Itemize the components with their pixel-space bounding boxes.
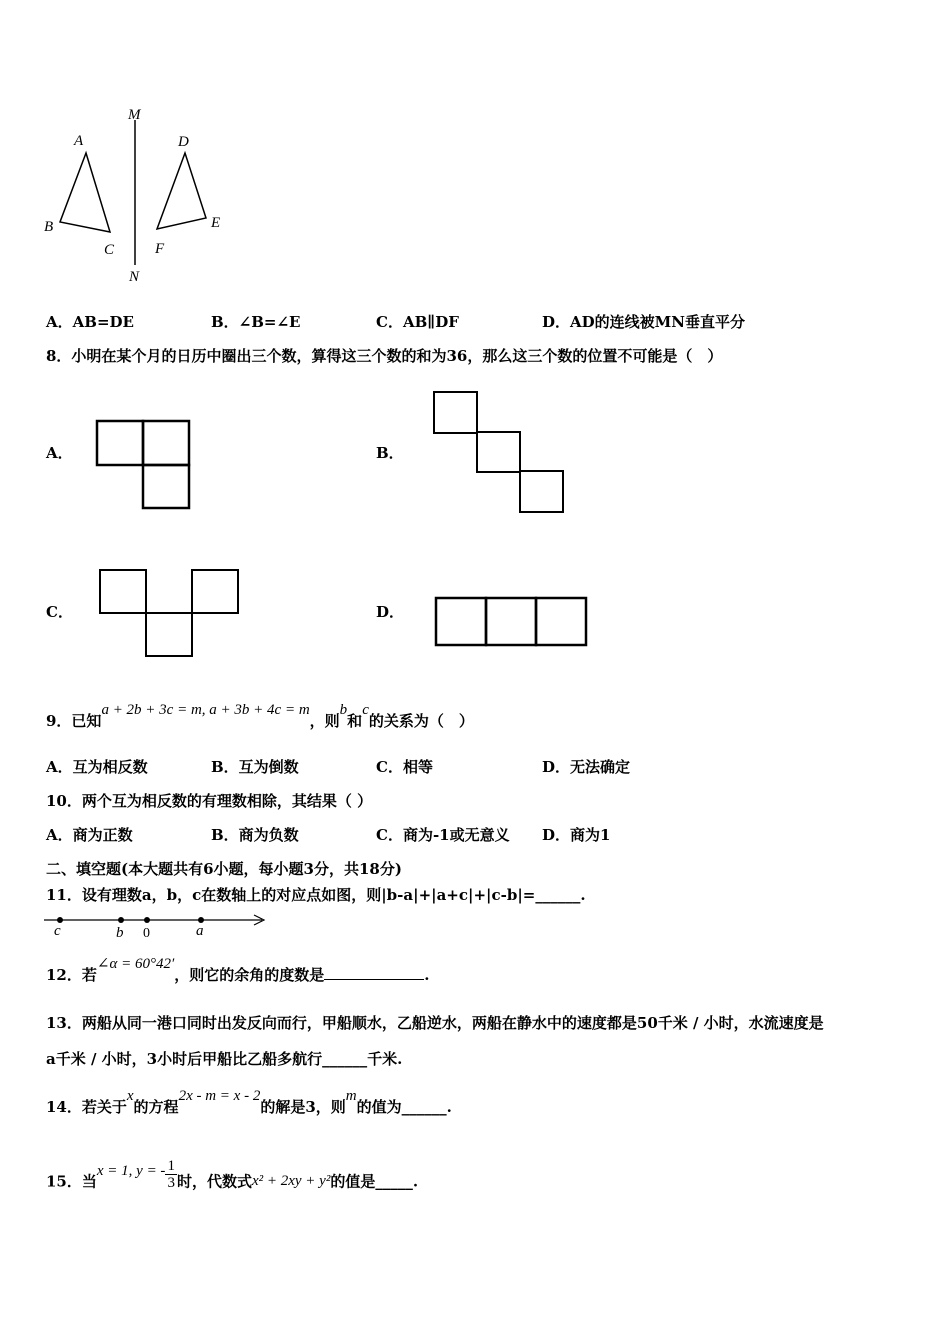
axis-label-c: c: [54, 923, 61, 939]
label-a: A: [74, 133, 84, 149]
q9-option-c: C．相等: [376, 758, 433, 776]
q12-answer-blank[interactable]: [324, 965, 424, 980]
q10-stem: 10．两个互为相反数的有理数相除，其结果（ ）: [46, 792, 373, 810]
q12-end: .: [424, 966, 430, 984]
q8-label-a: A．: [46, 444, 73, 462]
q9-prefix: 9．已知: [46, 712, 102, 730]
q13-line2: a千米 / 小时，3小时后甲船比乙船多航行______千米.: [46, 1050, 403, 1068]
label-d: D: [178, 134, 189, 150]
q8-figure-b: [433, 391, 567, 515]
q13-line1: 13．两船从同一港口同时出发反向而行，甲船顺水，乙船逆水，两船在静水中的速度都是50千米 / 小时，水流速度是: [46, 1014, 824, 1032]
q14-formula: 2x - m = x - 2: [178, 1088, 261, 1104]
axis-label-zero: 0: [143, 926, 150, 941]
q15-formula-head: x = 1, y = -: [96, 1162, 166, 1179]
label-n: N: [129, 269, 140, 285]
q15-expr: x² + 2xy + y²: [251, 1172, 331, 1189]
q8-label-c: C．: [46, 603, 73, 621]
q12-formula: ∠α = 60°42′: [96, 956, 175, 972]
q8-label-b: B．: [376, 444, 404, 462]
q14-prefix: 14．若关于: [46, 1098, 127, 1116]
label-c: C: [104, 242, 115, 258]
label-b: B: [44, 219, 54, 235]
q8-figure-c: [99, 569, 241, 659]
q9-option-d: D．无法确定: [542, 758, 631, 776]
label-e: E: [211, 215, 221, 231]
q14-mid2: 的解是3，则: [260, 1098, 346, 1116]
q14-mid1: 的方程: [133, 1098, 179, 1116]
q15-mid: 时，代数式: [176, 1172, 252, 1191]
q15-frac-num: 1: [167, 1158, 175, 1174]
q11-number-line: [44, 910, 274, 940]
q12-prefix: 12．若: [46, 966, 97, 984]
q15-fraction: [165, 1158, 177, 1191]
q14-m-var: m: [345, 1088, 357, 1104]
q15-frac-den: 3: [167, 1175, 175, 1191]
q7-option-d: D．AD的连线被MN垂直平分: [542, 313, 745, 331]
q10-option-c: C．商为-1或无意义: [376, 826, 510, 844]
q15-stem: [46, 1158, 419, 1199]
q7-option-c: C．AB∥DF: [376, 313, 459, 331]
q12-suffix: ，则它的余角的度数是: [174, 966, 325, 984]
q10-option-b: B．商为负数: [211, 826, 299, 844]
q7-option-a: A．AB=DE: [46, 313, 134, 331]
q12-stem: [46, 956, 430, 985]
triangle-abc: [60, 153, 110, 232]
q9-c-var: c: [362, 702, 369, 718]
q9-mid1: ，则: [309, 712, 340, 730]
triangle-def: [157, 153, 206, 229]
q9-mid2: 和: [347, 712, 363, 730]
q10-option-a: A．商为正数: [46, 826, 133, 844]
section2-title: 二、填空题(本大题共有6小题，每小题3分，共18分): [46, 860, 402, 878]
q9-formula: a + 2b + 3c = m, a + 3b + 4c = m: [101, 702, 310, 718]
q15-suffix: 的值是_____.: [330, 1172, 419, 1191]
q10-option-d: D．商为1: [542, 826, 611, 844]
axis-label-a: a: [196, 923, 204, 939]
q7-option-b: B．∠B=∠E: [211, 313, 301, 331]
label-f: F: [155, 241, 165, 257]
q8-figure-a: [96, 420, 192, 510]
q7-figure: [40, 100, 240, 290]
q11-stem: 11．设有理数a，b，c在数轴上的对应点如图，则|b-a|+|a+c|+|c-b|=______.: [46, 886, 586, 904]
q15-prefix: 15．当: [46, 1172, 97, 1191]
q8-stem: 8．小明在某个月的日历中圈出三个数，算得这三个数的和为36，那么这三个数的位置不可能是（ ）: [46, 347, 723, 365]
q9-stem: [46, 702, 474, 731]
point-b: [118, 917, 124, 923]
axis-label-b: b: [116, 925, 124, 941]
point-zero: [144, 917, 150, 923]
q8-figure-d: [434, 596, 588, 648]
q9-option-a: A．互为相反数: [46, 758, 148, 776]
q14-suffix: 的值为______.: [356, 1098, 452, 1116]
q9-option-b: B．互为倒数: [211, 758, 299, 776]
q9-suffix: 的关系为（ ）: [368, 712, 474, 730]
q9-b-var: b: [339, 702, 348, 718]
q14-x-var: x: [126, 1088, 134, 1104]
q8-label-d: D．: [376, 603, 405, 621]
q14-stem: [46, 1088, 452, 1117]
label-m: M: [128, 107, 141, 123]
